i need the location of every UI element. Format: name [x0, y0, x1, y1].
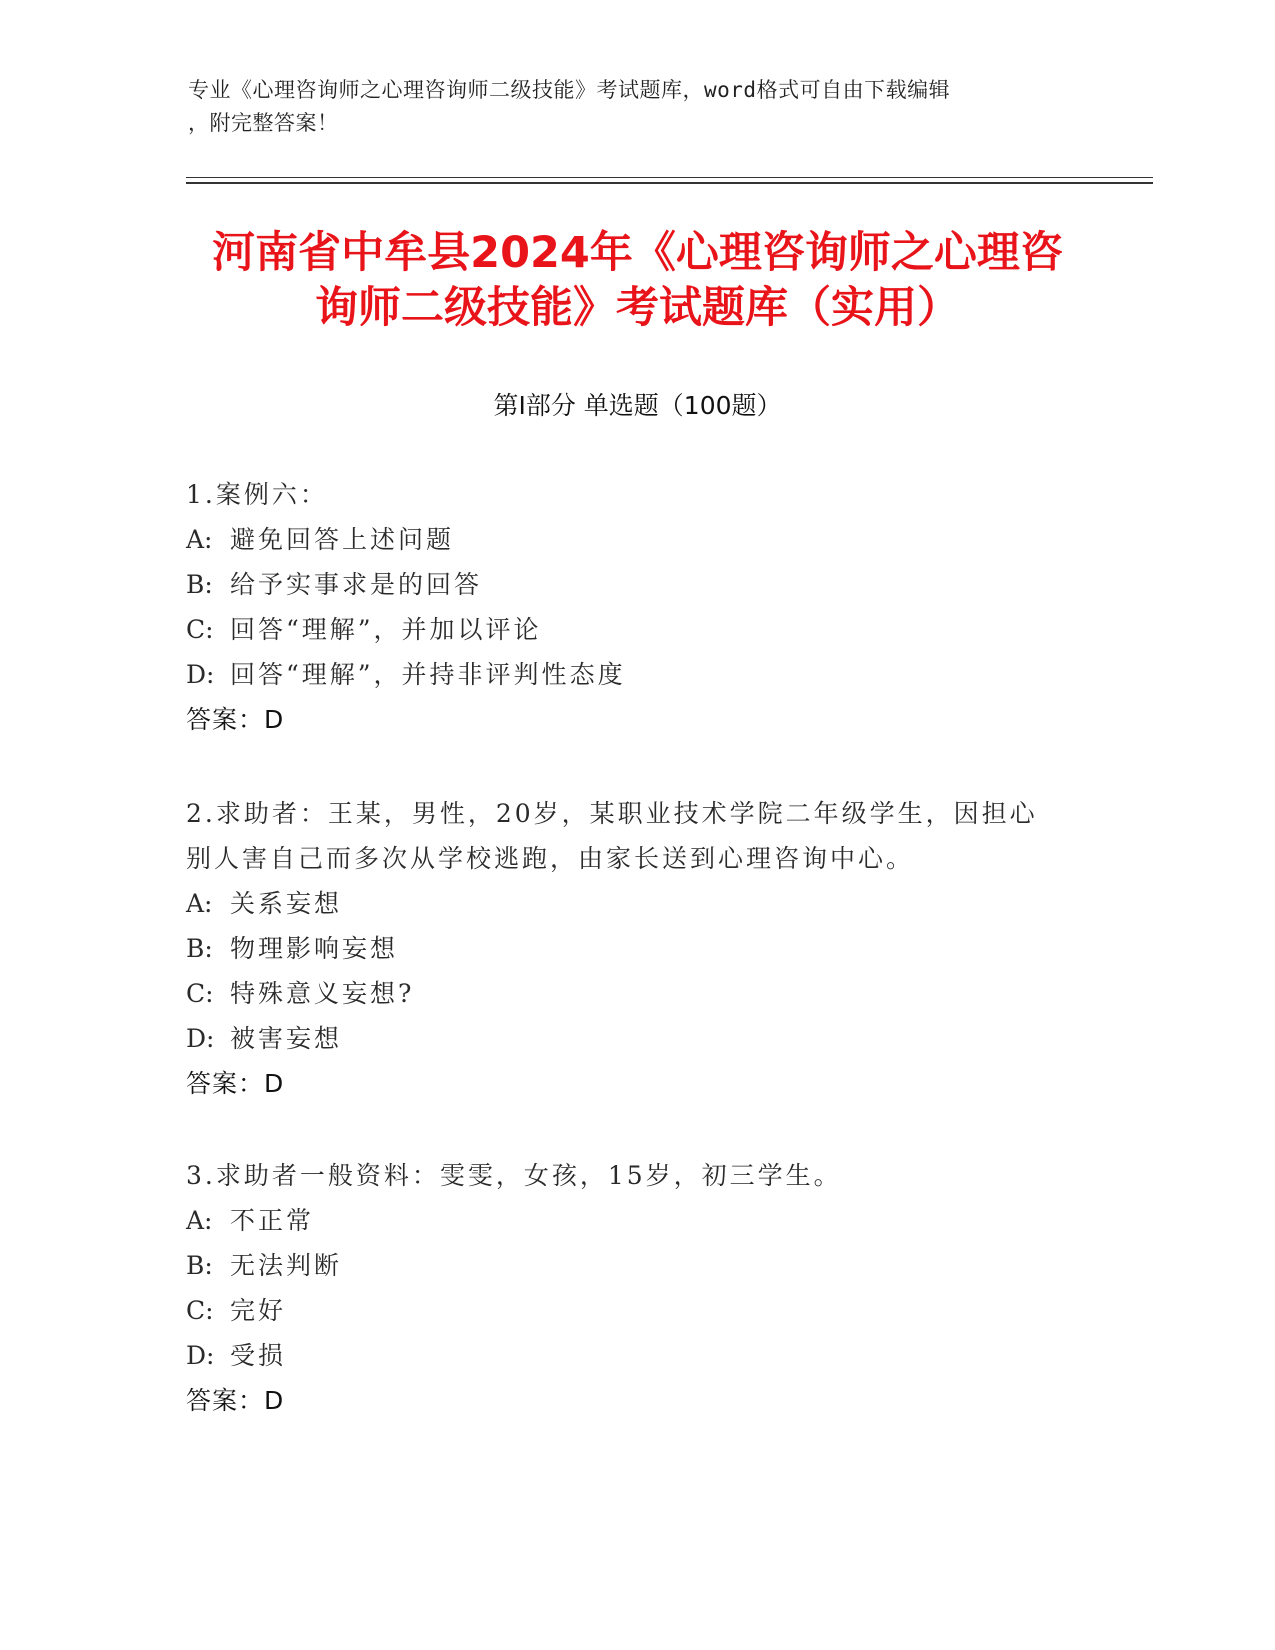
option-a	[186, 517, 1086, 562]
header-note-line: 专业《心理咨询师之心理咨询师二级技能》考试题库，word格式可自由下载编辑	[188, 78, 951, 102]
option-key: C:	[186, 1296, 214, 1325]
option-text: 完好	[230, 1296, 287, 1325]
option-b	[186, 1243, 1086, 1288]
option-text: 回答“理解”，并持非评判性态度	[230, 660, 626, 689]
option-text: 关系妄想	[230, 889, 343, 918]
option-c	[186, 607, 1086, 652]
question-stem: 1.案例六：	[186, 480, 328, 509]
header-note	[188, 74, 1088, 140]
option-b	[186, 562, 1086, 607]
option-key: B:	[186, 570, 213, 599]
question-item	[186, 1153, 1086, 1423]
option-key: D:	[186, 660, 215, 689]
title-line: 询师二级技能》考试题库（实用）	[315, 283, 960, 333]
question-stem: 3.求助者一般资料：雯雯，女孩，15岁，初三学生。	[186, 1161, 842, 1190]
option-b	[186, 926, 1086, 971]
option-key: A:	[186, 525, 213, 554]
question-stem: 别人害自己而多次从学校逃跑，由家长送到心理咨询中心。	[186, 844, 915, 873]
option-text: 物理影响妄想	[230, 934, 399, 963]
option-d	[186, 1333, 1086, 1378]
option-key: C:	[186, 979, 214, 1008]
option-key: A:	[186, 889, 213, 918]
option-c	[186, 971, 1086, 1016]
option-a	[186, 881, 1086, 926]
option-text: 回答“理解”，并加以评论	[230, 615, 542, 644]
option-text: 受损	[230, 1341, 287, 1370]
option-c	[186, 1288, 1086, 1333]
answer-line: 答案：D	[186, 1069, 285, 1098]
option-key: C:	[186, 615, 214, 644]
option-text: 避免回答上述问题	[230, 525, 455, 554]
option-text: 无法判断	[230, 1251, 343, 1280]
title-line: 河南省中牟县2024年《心理咨询师之心理咨	[212, 228, 1063, 278]
section-title: 第Ⅰ部分 单选题（100题）	[493, 391, 782, 420]
option-a	[186, 1198, 1086, 1243]
option-text: 不正常	[230, 1206, 315, 1235]
option-key: D:	[186, 1024, 215, 1053]
option-d	[186, 652, 1086, 697]
header-divider-thick	[186, 182, 1153, 184]
option-text: 给予实事求是的回答	[230, 570, 483, 599]
question-item	[186, 472, 1086, 742]
question-item	[186, 791, 1086, 1106]
answer-line: 答案：D	[186, 1386, 285, 1415]
option-key: B:	[186, 934, 213, 963]
header-note-line: ，附完整答案！	[188, 111, 339, 135]
option-text: 特殊意义妄想?	[230, 979, 415, 1008]
document-title	[150, 226, 1125, 336]
question-stem: 2.求助者：王某，男性，20岁，某职业技术学院二年级学生，因担心	[186, 799, 1038, 828]
option-key: A:	[186, 1206, 213, 1235]
option-text: 被害妄想	[230, 1024, 343, 1053]
header-divider-thin	[186, 177, 1153, 178]
option-d	[186, 1016, 1086, 1061]
option-key: D:	[186, 1341, 215, 1370]
option-key: B:	[186, 1251, 213, 1280]
answer-line: 答案：D	[186, 705, 285, 734]
